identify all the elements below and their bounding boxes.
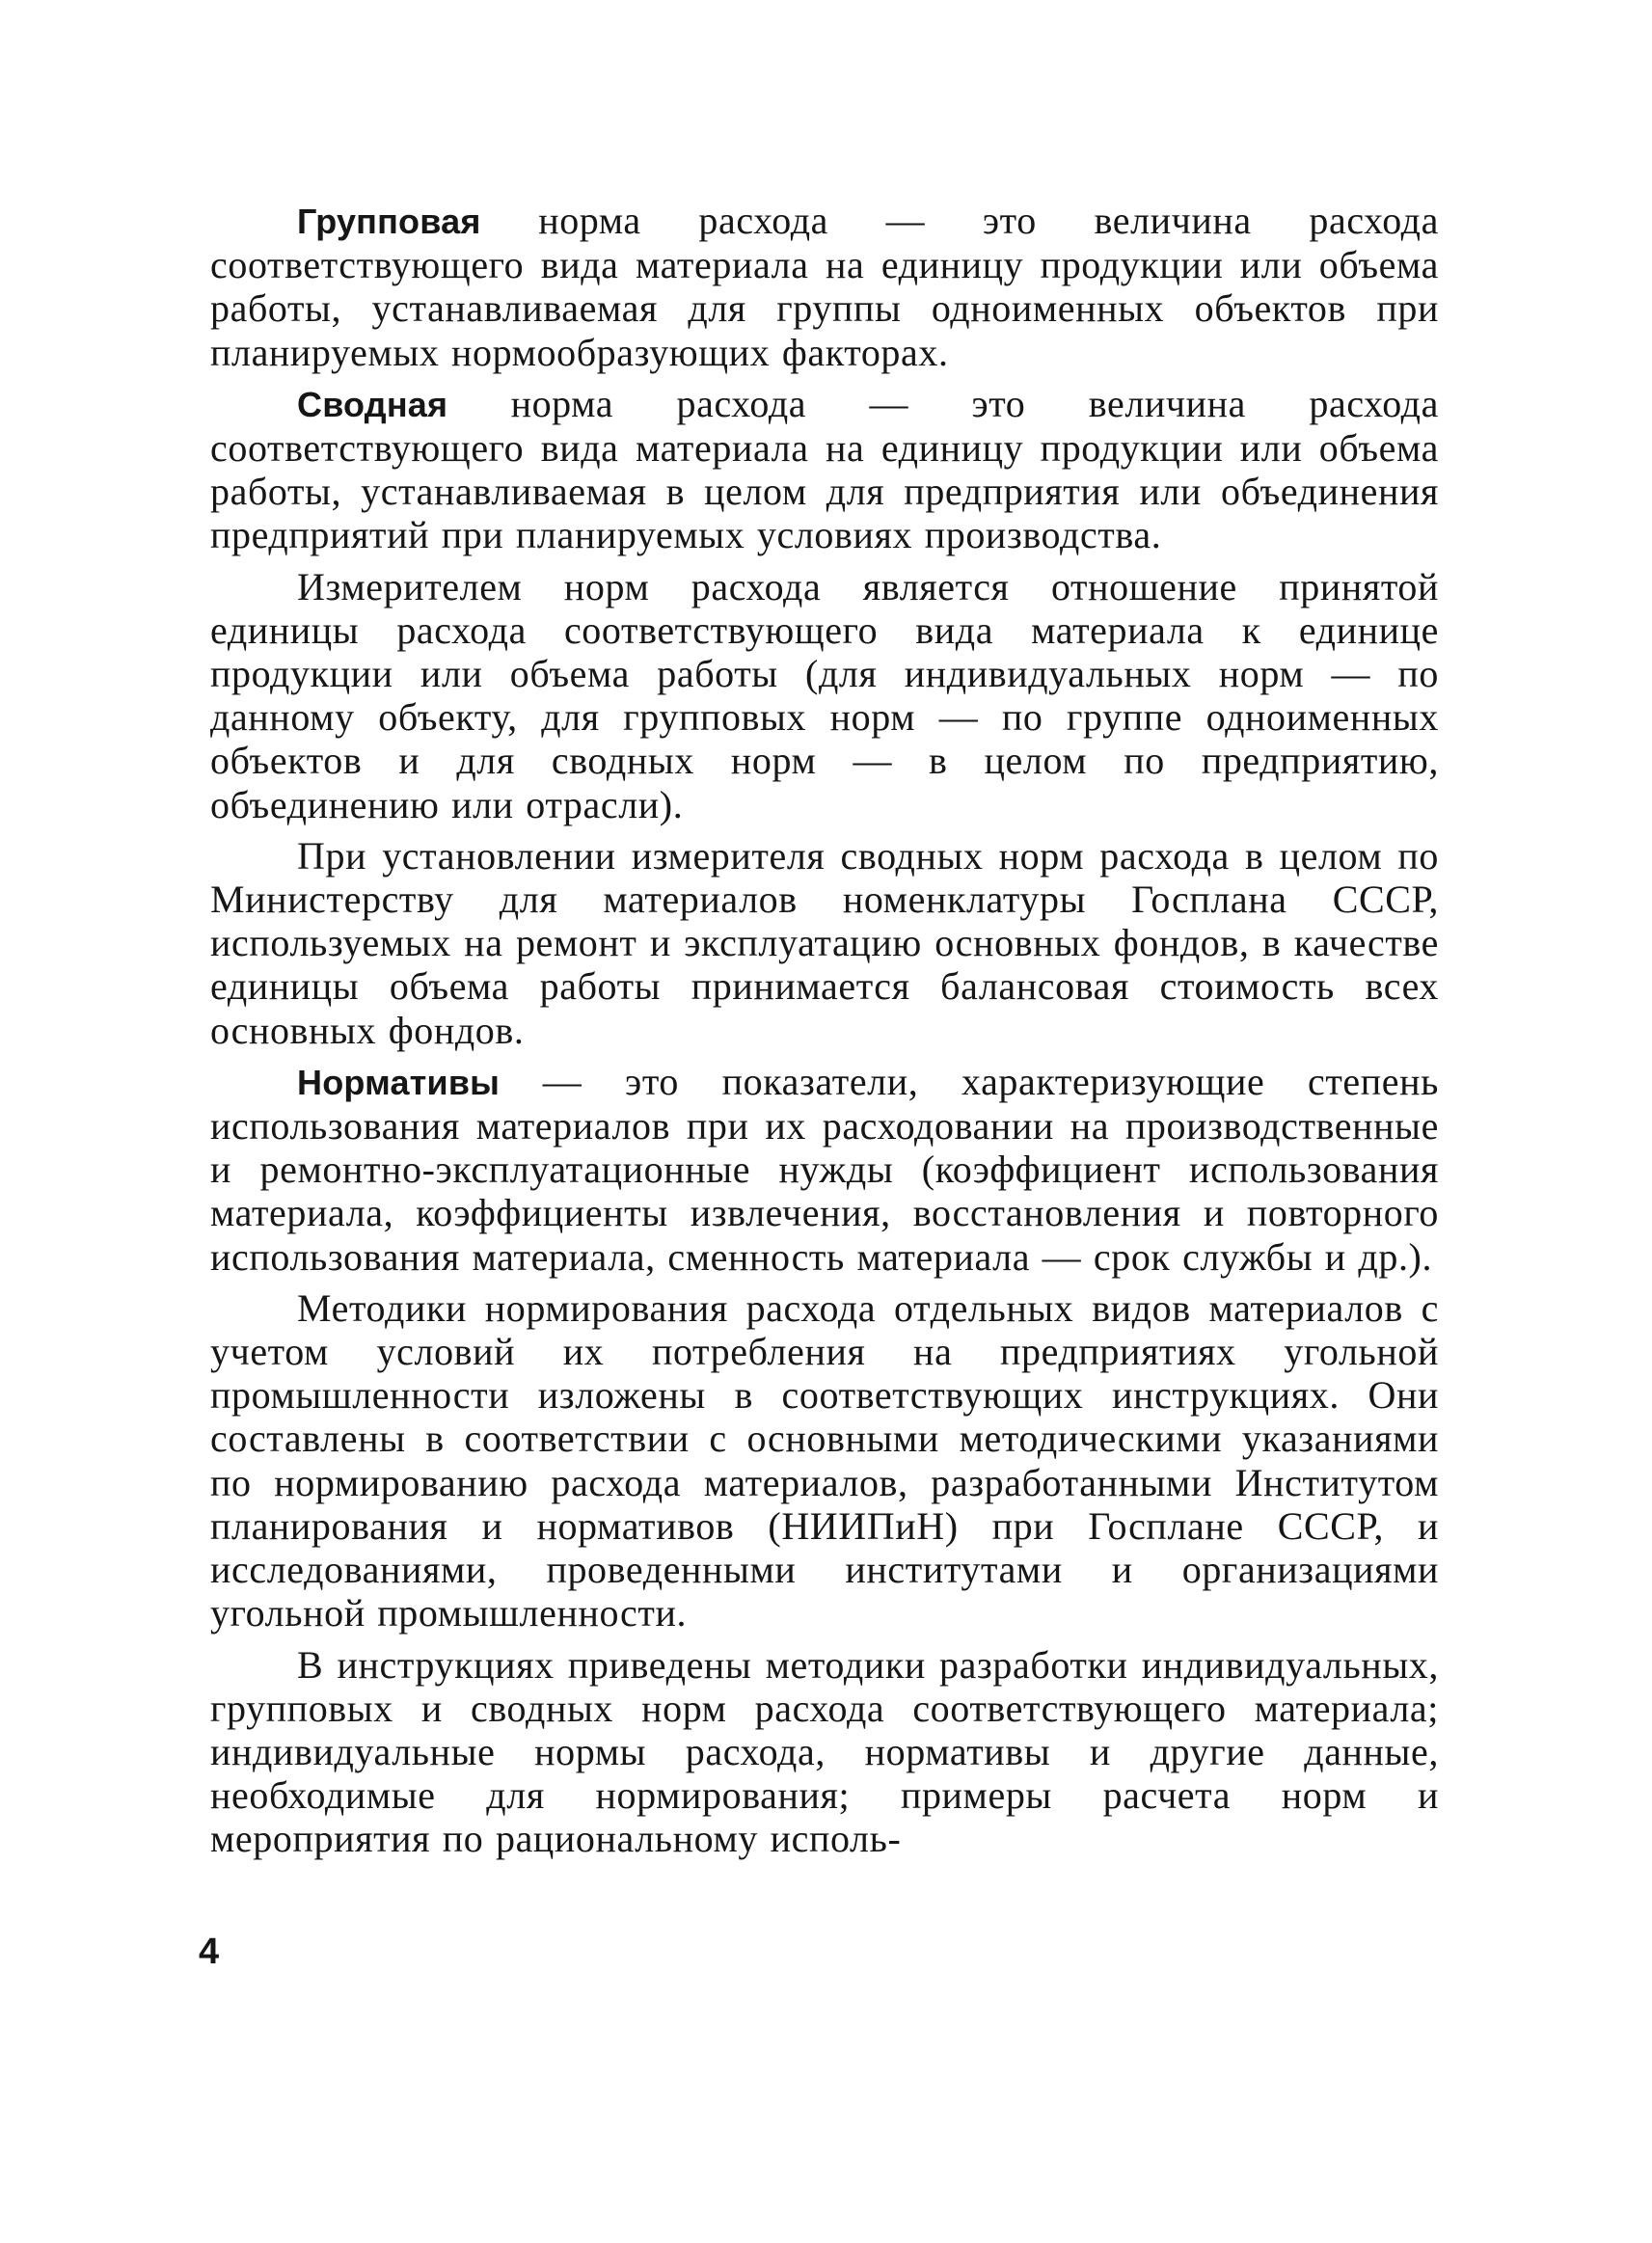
- paragraph-group-norm: [210, 199, 1439, 374]
- body-text: [210, 199, 1439, 1869]
- paragraph-methods: [210, 1286, 1439, 1635]
- term-group-norm: Групповая: [297, 202, 481, 241]
- page-number: 4: [199, 1932, 220, 1972]
- paragraph-norm-measure: [210, 565, 1439, 826]
- paragraph-instructions: [210, 1643, 1439, 1861]
- paragraph-text: В инструкциях приведены методики разработки индивидуальных, групповых и сводных норм расхода соответствующего материала; индивидуальные нормы расхода, нормативы и другие данные, необходимые для нормирования; примеры расчета норм и мероприятия по рациональному исполь-: [210, 1642, 1439, 1861]
- paragraph-summary-norm: [210, 382, 1439, 557]
- term-summary-norm: Сводная: [297, 384, 448, 424]
- paragraph-text: норма расхода — это величина расхода соответствующего вида материала на единицу продукции или объема работы, устанавливаемая для группы одноименных объектов при планируемых нормообразующих факторах.: [210, 199, 1439, 374]
- paragraph-text: При установлении измерителя сводных норм расхода в целом по Министерству для материалов номенклатуры Госплана СССР, используемых на ремонт и эксплуатацию основных фондов, в качестве единицы объема работы принимается балансовая стоимость всех основных фондов.: [210, 833, 1439, 1052]
- paragraph-text: — это показатели, характеризующие степень использования материалов при их расходовании на производственные и ремонтно-эксплуатационные нужды (коэффициент использования материала, коэффициенты извлечения, восстановления и повторного использования материала, сменность материала — срок службы и др.).: [210, 1059, 1439, 1279]
- paragraph-text: Методики нормирования расхода отдельных видов материалов с учетом условий их потребления на предприятиях угольной промышленности изложены в соответствующих инструкциях. Они составлены в соответствии с основными методическими указаниями по нормированию расхода материалов, разработанными Институтом планирования и нормативов (НИИПиН) при Госплане СССР, и исследованиями, проведенными институтами и организациями угольной промышленности.: [210, 1285, 1439, 1635]
- term-normatives: Нормативы: [297, 1062, 501, 1102]
- paragraph-ministry-measure: [210, 834, 1439, 1052]
- paragraph-text: норма расхода — это величина расхода соответствующего вида материала на единицу продукции или объема работы, устанавливаемая в целом для предприятия или объединения предприятий при планируемых условиях производства.: [210, 381, 1439, 557]
- paragraph-text: Измерителем норм расхода является отношение принятой единицы расхода соответствующего вида материала к единице продукции или объема работы (для индивидуальных норм — по данному объекту, для групповых норм — по группе одноименных объектов и для сводных норм — в целом по предприятию, объединению или отрасли).: [210, 564, 1439, 826]
- paragraph-normatives: [210, 1060, 1439, 1279]
